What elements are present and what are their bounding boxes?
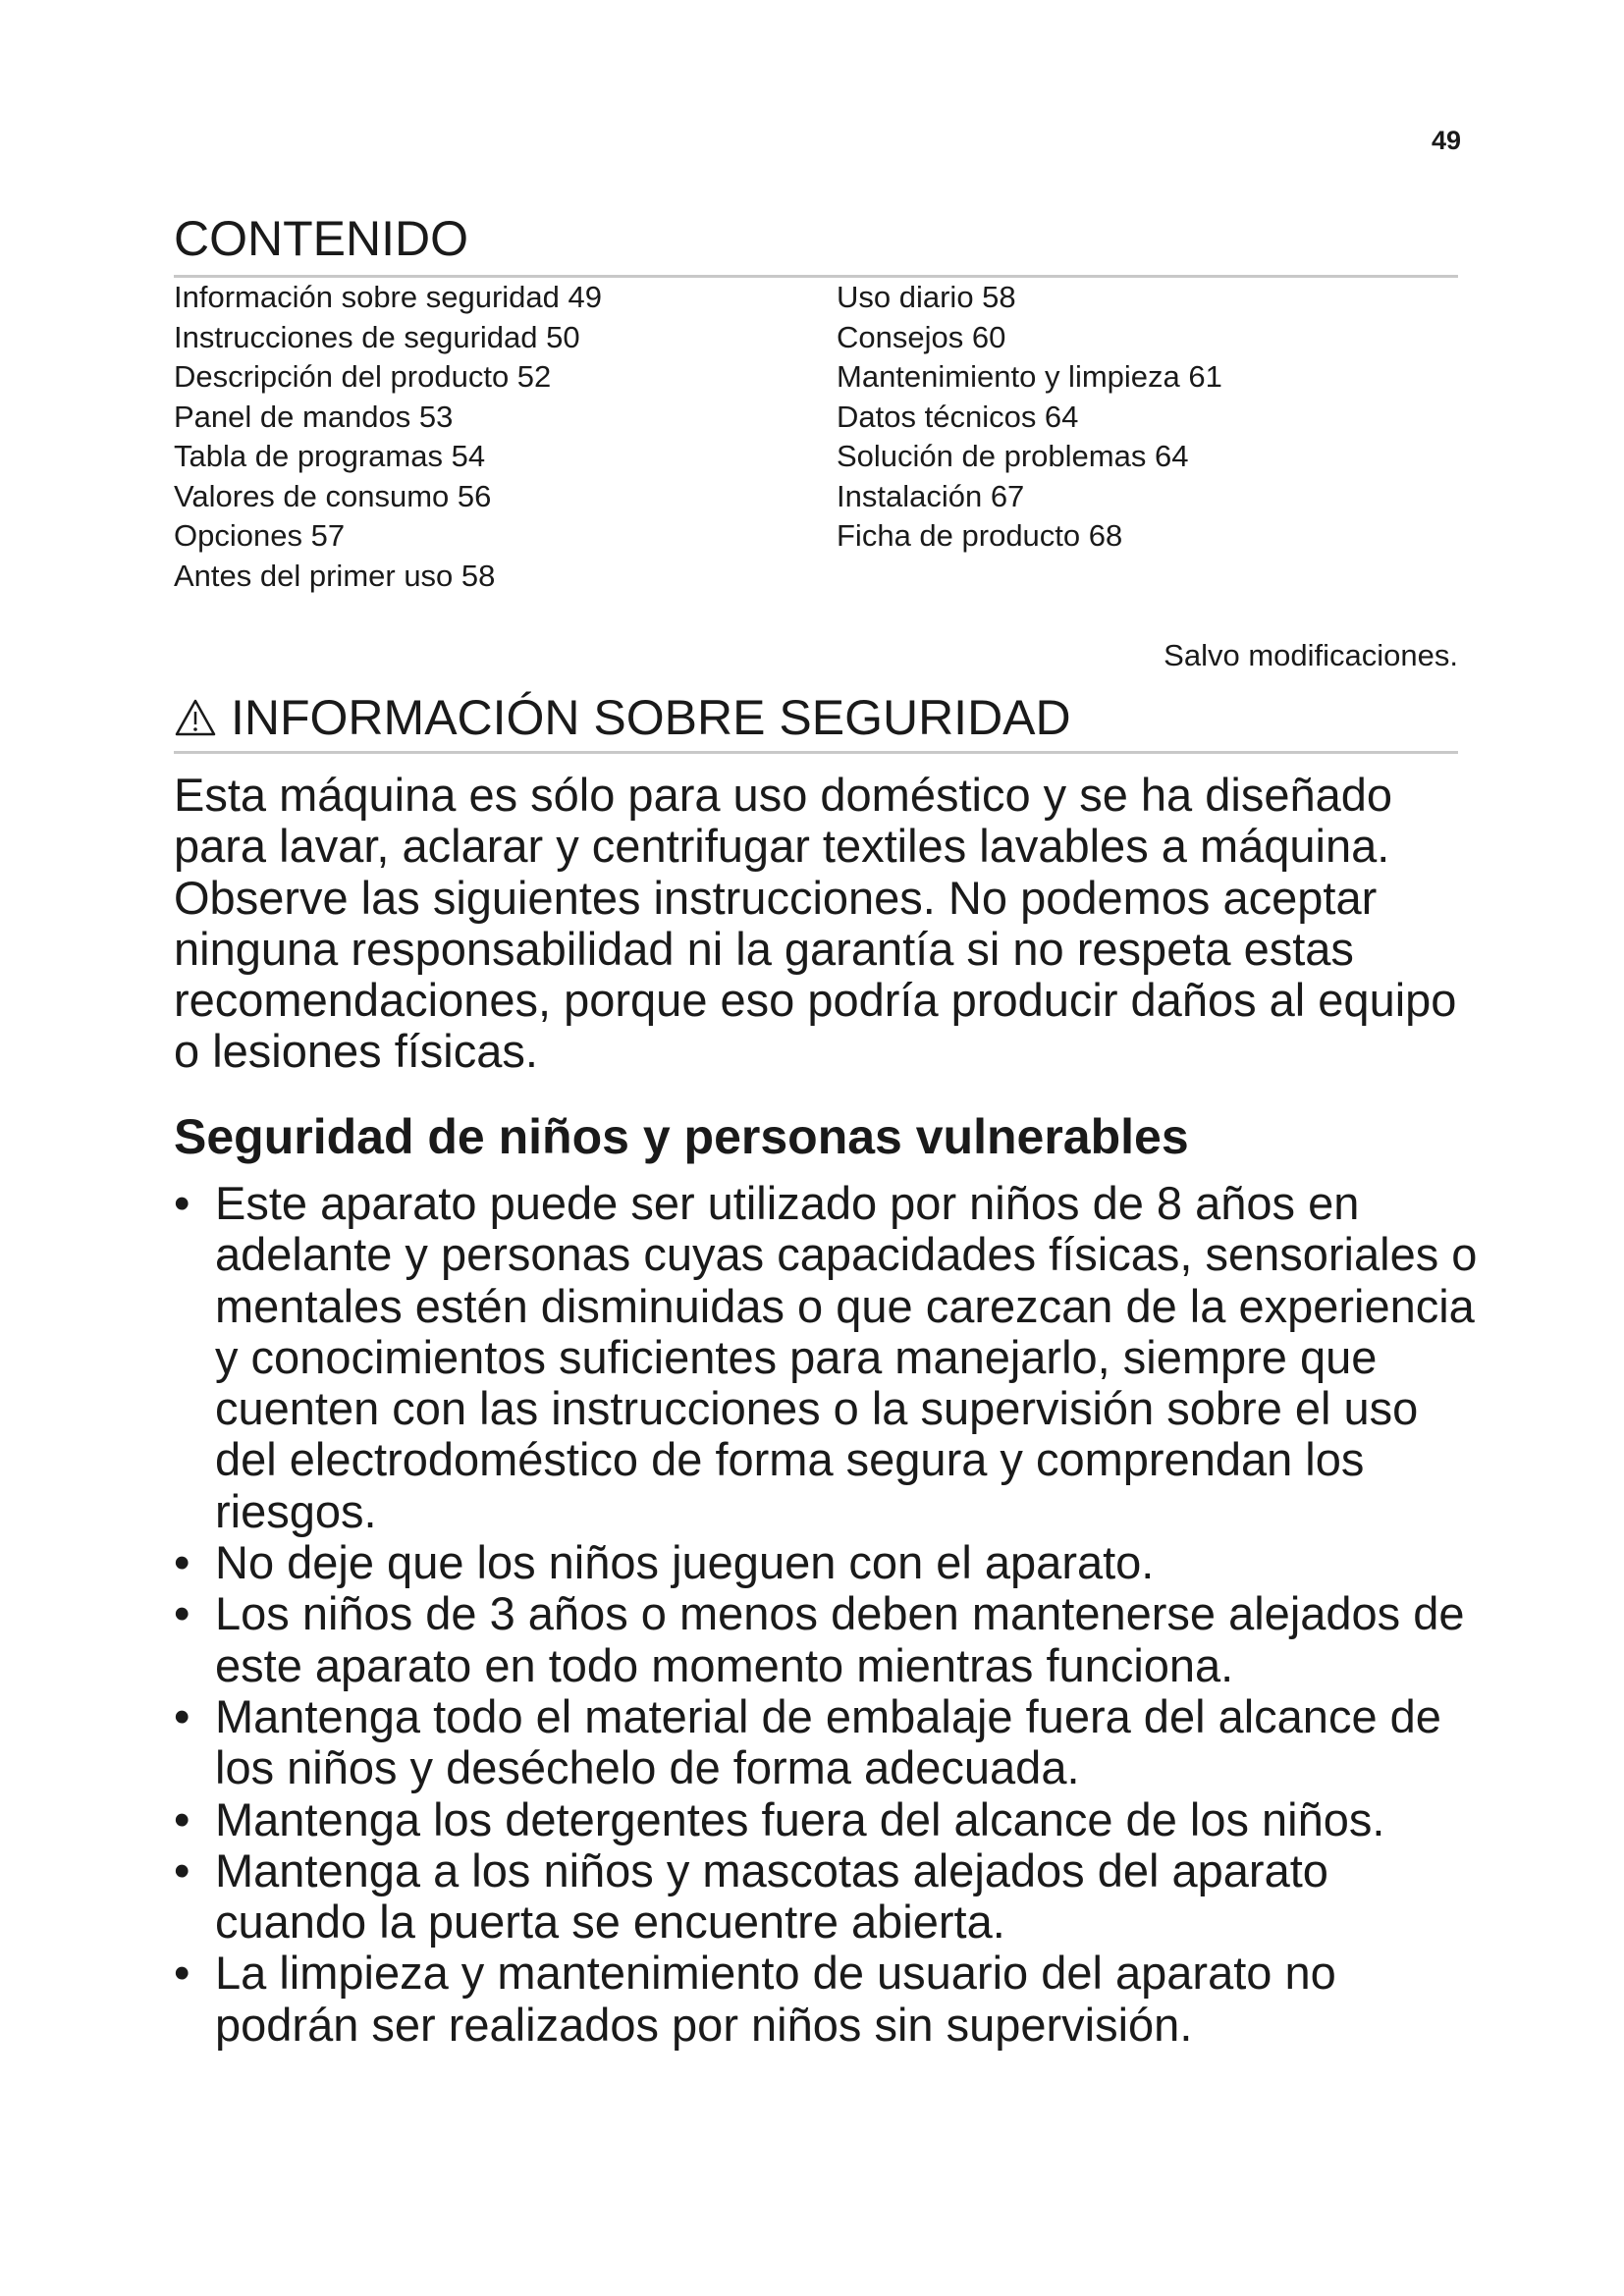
bullet-dot: • bbox=[174, 1587, 190, 1640]
toc-item[interactable]: Uso diario 58 bbox=[837, 280, 1016, 314]
list-item-text: La limpieza y mantenimiento de usuario del aparato no podrán ser realizados por niños sin supervisión. bbox=[215, 1947, 1336, 2051]
bullet-dot: • bbox=[174, 1689, 190, 1742]
toc-item[interactable]: Antes del primer uso 58 bbox=[174, 558, 496, 593]
list-item bbox=[174, 1178, 1480, 1537]
toc-item[interactable]: Valores de consumo 56 bbox=[174, 478, 492, 513]
toc-item[interactable]: Descripción del producto 52 bbox=[174, 359, 552, 394]
list-item-text: Mantenga los detergentes fuera del alcance de los niños. bbox=[215, 1792, 1385, 1845]
safety-section-title bbox=[174, 690, 1071, 745]
list-item bbox=[174, 1588, 1480, 1691]
safety-divider bbox=[174, 751, 1458, 754]
toc-item[interactable]: Mantenimiento y limpieza 61 bbox=[837, 359, 1222, 394]
toc-title: CONTENIDO bbox=[174, 211, 468, 266]
toc-right-column bbox=[837, 278, 1222, 557]
safety-intro-paragraph: Esta máquina es sólo para uso doméstico y se ha diseñado para lavar, aclarar y centrifugar textiles lavables a máquina. Observe las siguientes instrucciones. No podemos aceptar ninguna responsabilidad ni la garantía si no respeta estas recomendaciones, porque eso podría producir daños al equipo o lesiones físicas. bbox=[174, 769, 1457, 1078]
toc-item[interactable]: Instalación 67 bbox=[837, 478, 1025, 513]
toc-item[interactable]: Opciones 57 bbox=[174, 518, 346, 553]
toc-left-column bbox=[174, 278, 602, 596]
bullet-dot: • bbox=[174, 1843, 190, 1896]
bullet-dot: • bbox=[174, 1177, 190, 1229]
warning-triangle-icon bbox=[174, 698, 217, 737]
toc-item[interactable]: Consejos 60 bbox=[837, 319, 1006, 354]
list-item bbox=[174, 1845, 1480, 1949]
subject-to-change-note: Salvo modificaciones. bbox=[1164, 638, 1458, 672]
list-item-text: Los niños de 3 años o menos deben mantenerse alejados de este aparato en todo momento mientras funciona. bbox=[215, 1587, 1465, 1691]
toc-item[interactable]: Solución de problemas 64 bbox=[837, 439, 1189, 473]
page-number: 49 bbox=[1431, 126, 1461, 155]
bullet-dot: • bbox=[174, 1947, 190, 2000]
list-item-text: Mantenga a los niños y mascotas alejados del aparato cuando la puerta se encuentre abierta. bbox=[215, 1843, 1328, 1949]
toc-item[interactable]: Tabla de programas 54 bbox=[174, 439, 486, 473]
children-safety-heading: Seguridad de niños y personas vulnerables bbox=[174, 1109, 1189, 1164]
list-item bbox=[174, 1691, 1480, 1794]
toc-item[interactable]: Panel de mandos 53 bbox=[174, 399, 454, 434]
list-item-text: Este aparato puede ser utilizado por niños de 8 años en adelante y personas cuyas capacidades físicas, sensoriales o mentales estén disminuidas o que carezcan de la experiencia y conocimientos suficientes para manejarlo, siempre que cuenten con las instrucciones o la supervisión sobre el uso del electrodoméstico de forma segura y comprendan los riesgos. bbox=[215, 1177, 1478, 1537]
children-safety-list bbox=[174, 1178, 1480, 2051]
safety-title-text: INFORMACIÓN SOBRE SEGURIDAD bbox=[231, 690, 1071, 745]
toc-item[interactable]: Datos técnicos 64 bbox=[837, 399, 1079, 434]
list-item bbox=[174, 1794, 1480, 1845]
bullet-dot: • bbox=[174, 1792, 190, 1845]
toc-item[interactable]: Instrucciones de seguridad 50 bbox=[174, 319, 580, 354]
toc-item[interactable]: Información sobre seguridad 49 bbox=[174, 280, 602, 314]
toc-item[interactable]: Ficha de producto 68 bbox=[837, 518, 1123, 553]
bullet-dot: • bbox=[174, 1536, 190, 1589]
list-item-text: No deje que los niños jueguen con el aparato. bbox=[215, 1536, 1155, 1589]
list-item-text: Mantenga todo el material de embalaje fuera del alcance de los niños y deséchelo de forma adecuada. bbox=[215, 1689, 1441, 1794]
list-item bbox=[174, 1948, 1480, 2051]
list-item bbox=[174, 1537, 1480, 1588]
